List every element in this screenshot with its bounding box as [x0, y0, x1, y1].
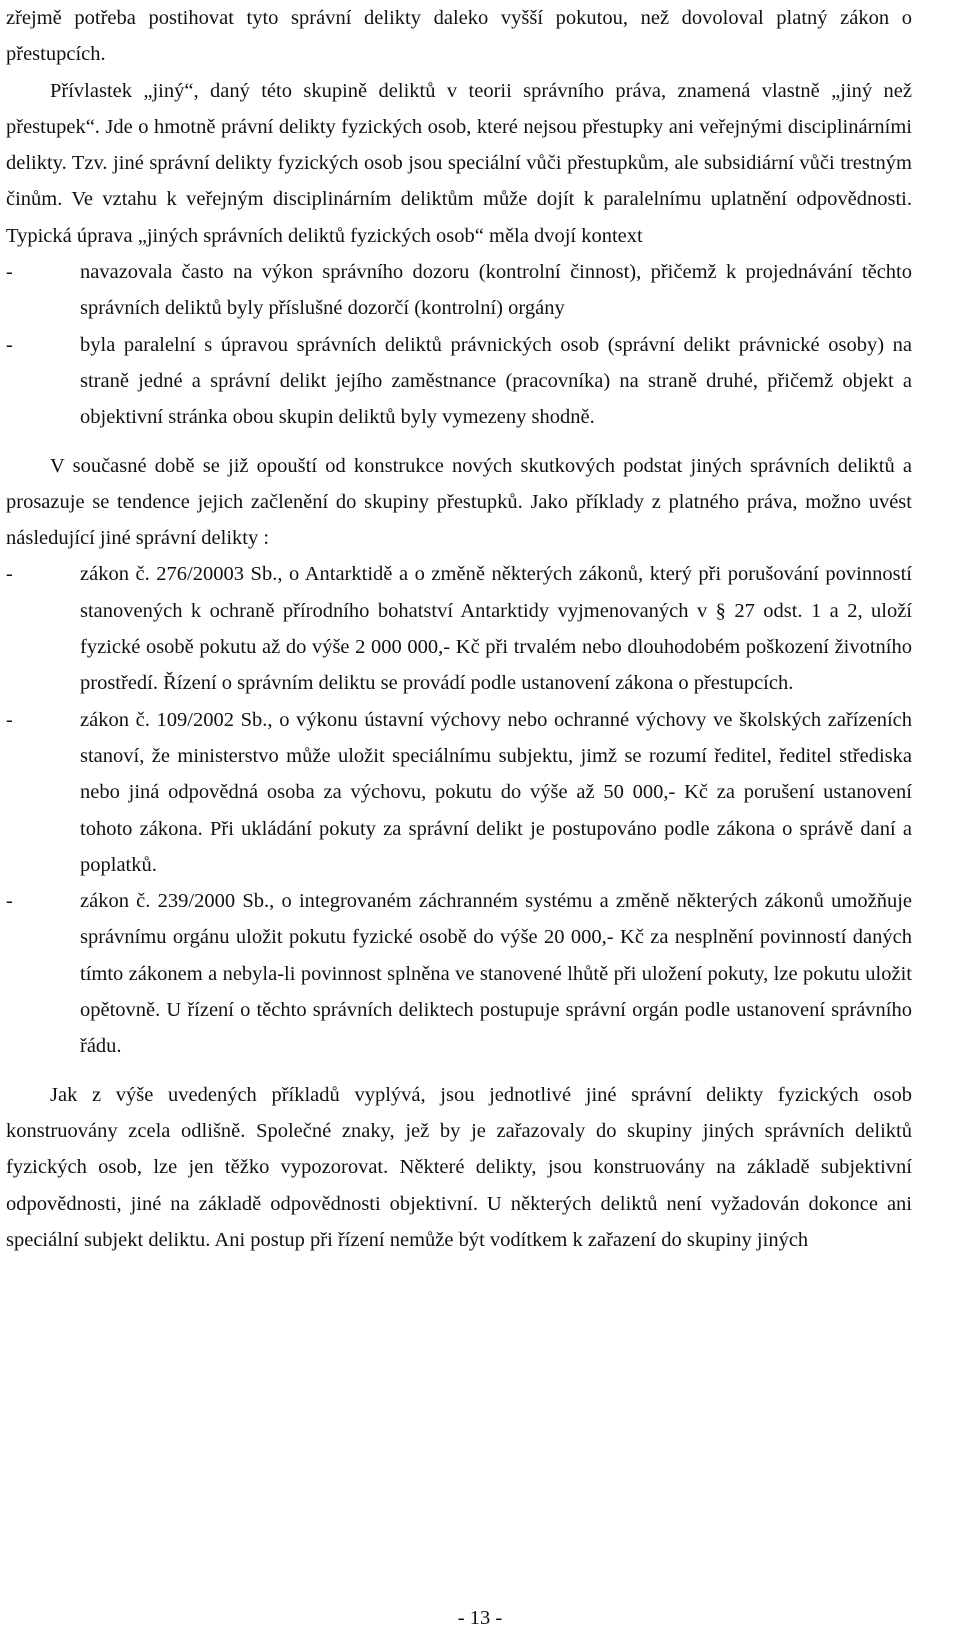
paragraph-4: Jak z výše uvedených příkladů vyplývá, jsou jednotlivé jiné správní delikty fyzických osob konstruovány zcela odlišně. Společné znaky, jež by je zařazovaly do skupiny jiných správních deliktů fyzických osob, lze jen těžko vypozorovat. Některé delikty, jsou konstruovány na základě subjektivní odpovědnosti, jiné na základě odpovědnosti objektivní. U některých deliktů není vyžadován dokonce ani speciální subjekt deliktu. Ani postup při řízení nemůže být vodítkem k zařazení do skupiny jiných — [6, 1083, 912, 1251]
paragraph-2: Přívlastek „jiný“, daný této skupině deliktů v teorii správního práva, znamená vlastně „jiný než přestupek“. Jde o hmotně právní delikty fyzických osob, které nejsou přestupky ani veřejnými disciplinárními delikty. Tzv. jiné správní delikty fyzických osob jsou speciální vůči přestupkům, ale subsidiární vůči trestným činům. Ve vztahu k veřejným disciplinárním deliktům může dojít k paralelnímu uplatnění odpovědnosti. Typická úprava „jiných správních deliktů fyzických osob“ měla dvojí kontext — [6, 79, 912, 247]
list-1 — [6, 254, 912, 435]
list-item-text: navazovala často na výkon správního dozoru (kontrolní činnost), přičemž k projednávání těchto správních deliktů byly příslušné dozorčí (kontrolní) orgány — [80, 261, 912, 320]
list-item — [6, 556, 912, 701]
list-item — [6, 883, 912, 1064]
list-item-text: zákon č. 239/2000 Sb., o integrovaném záchranném systému a změně některých zákonů umožňuje správnímu orgánu uložit pokutu fyzické osobě do výše 20 000,- Kč za nesplnění povinností daných tímto zákonem a nebyla-li povinnost splněna ve stanovené lhůtě při uložení pokuty, lze pokutu uložit opětovně. U řízení o těchto správních deliktech postupuje správní orgán podle ustanovení správního řádu. — [80, 890, 912, 1058]
list-item — [6, 254, 912, 327]
list-item-text: zákon č. 276/20003 Sb., o Antarktidě a o změně některých zákonů, který při porušování povinností stanovených k ochraně přírodního bohatství Antarktidy vyjmenovaných v § 27 odst. 1 a 2, uloží fyzické osobě pokutu až do výše 2 000 000,- Kč při trvalém nebo dlouhodobém poškození životního prostředí. Řízení o správním deliktu se provádí podle ustanovení zákona o přestupcích. — [80, 563, 912, 695]
list-item-text: zákon č. 109/2002 Sb., o výkonu ústavní výchovy nebo ochranné výchovy ve školských zařízeních stanoví, že ministerstvo může uložit speciálnímu subjektu, jimž se rozumí ředitel, ředitel střediska nebo jiná odpovědná osoba za výchovu, pokutu do výše až 50 000,- Kč za porušení ustanovení tohoto zákona. Při ukládání pokuty za správní delikt je postupováno podle zákona o správě daní a poplatků. — [80, 708, 912, 876]
list-item-dash: - — [6, 333, 13, 356]
paragraph-1: zřejmě potřeba postihovat tyto správní delikty daleko vyšší pokutou, než dovoloval platný zákon o přestupcích. — [6, 7, 912, 66]
list-item-dash: - — [6, 708, 13, 731]
list-item-dash: - — [6, 563, 13, 586]
document-page — [6, 0, 912, 1258]
list-2 — [6, 556, 912, 1064]
list-item-text: byla paralelní s úpravou správních deliktů právnických osob (správní delikt právnické osoby) na straně jedné a správní delikt jejího zaměstnance (pracovníka) na straně druhé, přičemž objekt a objektivní stránka obou skupin deliktů byly vymezeny shodně. — [80, 333, 912, 429]
page-number: - 13 - — [457, 1607, 503, 1629]
list-item — [6, 327, 912, 436]
list-item — [6, 702, 912, 883]
list-item-dash: - — [6, 890, 13, 913]
list-item-dash: - — [6, 261, 13, 284]
paragraph-3: V současné době se již opouští od konstrukce nových skutkových podstat jiných správních deliktů a prosazuje se tendence jejich začlenění do skupiny přestupků. Jako příklady z platného práva, možno uvést následující jiné správní delikty : — [6, 454, 912, 550]
